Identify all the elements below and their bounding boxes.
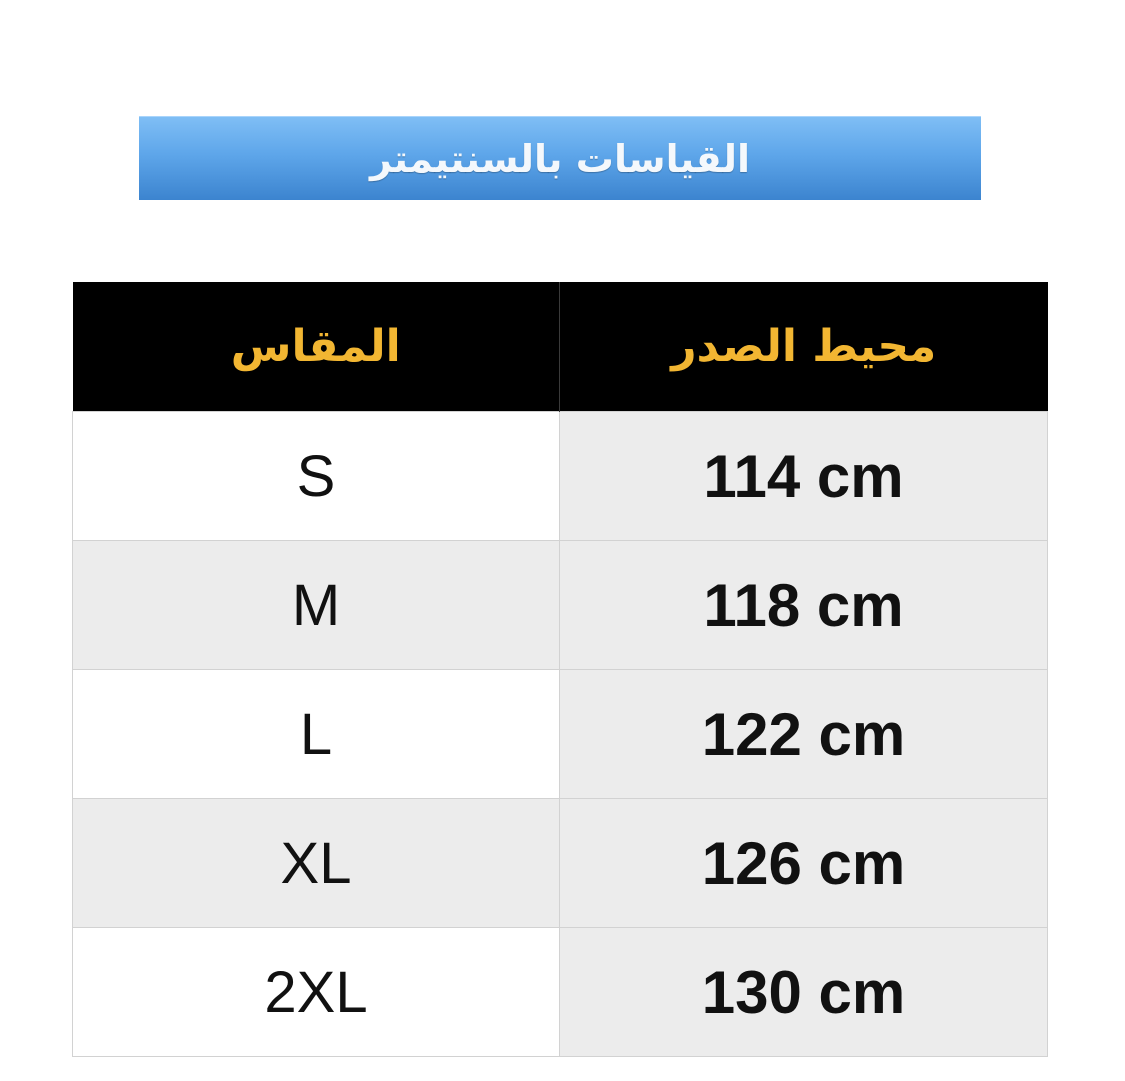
header-chest: محيط الصدر	[560, 282, 1048, 412]
size-cell: S	[73, 412, 560, 541]
table-row	[73, 799, 1048, 928]
table-row	[73, 541, 1048, 670]
banner-title: القياسات بالسنتيمتر	[369, 136, 751, 181]
chest-cell: 114 cm	[560, 412, 1048, 541]
chest-cell: 126 cm	[560, 799, 1048, 928]
chest-cell: 130 cm	[560, 928, 1048, 1057]
table-row	[73, 670, 1048, 799]
title-banner	[139, 116, 981, 200]
size-cell: 2XL	[73, 928, 560, 1057]
size-cell: M	[73, 541, 560, 670]
size-table	[72, 282, 1048, 1057]
header-size: المقاس	[73, 282, 560, 412]
size-cell: L	[73, 670, 560, 799]
chest-cell: 118 cm	[560, 541, 1048, 670]
table-header-row	[73, 282, 1048, 412]
chest-cell: 122 cm	[560, 670, 1048, 799]
size-cell: XL	[73, 799, 560, 928]
table-row	[73, 928, 1048, 1057]
table-row	[73, 412, 1048, 541]
